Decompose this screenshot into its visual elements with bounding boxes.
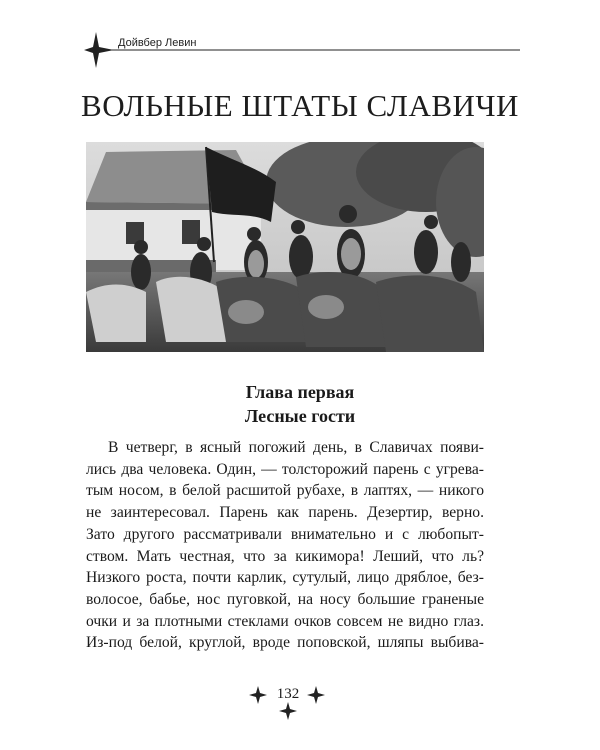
header-star-rule-icon: [84, 30, 520, 70]
header-author: Дойвбер Левин: [118, 37, 197, 49]
body-line: В четверг, в ясный погожий день, в Славичах появи-: [108, 439, 484, 456]
body-text: [86, 437, 484, 654]
body-line: лись два человека. Один, — толсторожий парень с угрева-: [86, 460, 484, 478]
body-line: Зато другого рассматривали внимательно и с любопыт-: [86, 525, 484, 543]
body-line: волосое, бабье, нос пуговкой, на носу большие граненые: [86, 590, 484, 608]
running-header: [84, 30, 520, 70]
cavalry-photo: [86, 142, 484, 352]
body-line: не заинтересовал. Парень как парень. Дезертир, верно.: [86, 504, 484, 522]
body-line: очки и за плотными стеклами очков совсем не видно глаз.: [86, 612, 484, 630]
chapter-title: Лесные гости: [244, 406, 356, 426]
body-line: Из-под белой, круглой, вроде поповской, шляпы выбива-: [86, 634, 484, 652]
page-number: 132: [276, 686, 300, 702]
book-title: ВОЛЬНЫЕ ШТАТЫ СЛАВИЧИ: [81, 88, 519, 123]
body-line: ством. Мать честная, что за кикимора! Леший, что ль?: [86, 547, 484, 565]
chapter-number: Глава первая: [245, 382, 355, 402]
page-number-block: [246, 682, 330, 722]
chapter-heading: [0, 380, 600, 428]
body-line: Низкого роста, почти карлик, сутулый, лицо дряблое, без-: [86, 569, 484, 587]
body-line: тым носом, в белой расшитой рубахе, в лаптях, — никого: [86, 482, 484, 500]
